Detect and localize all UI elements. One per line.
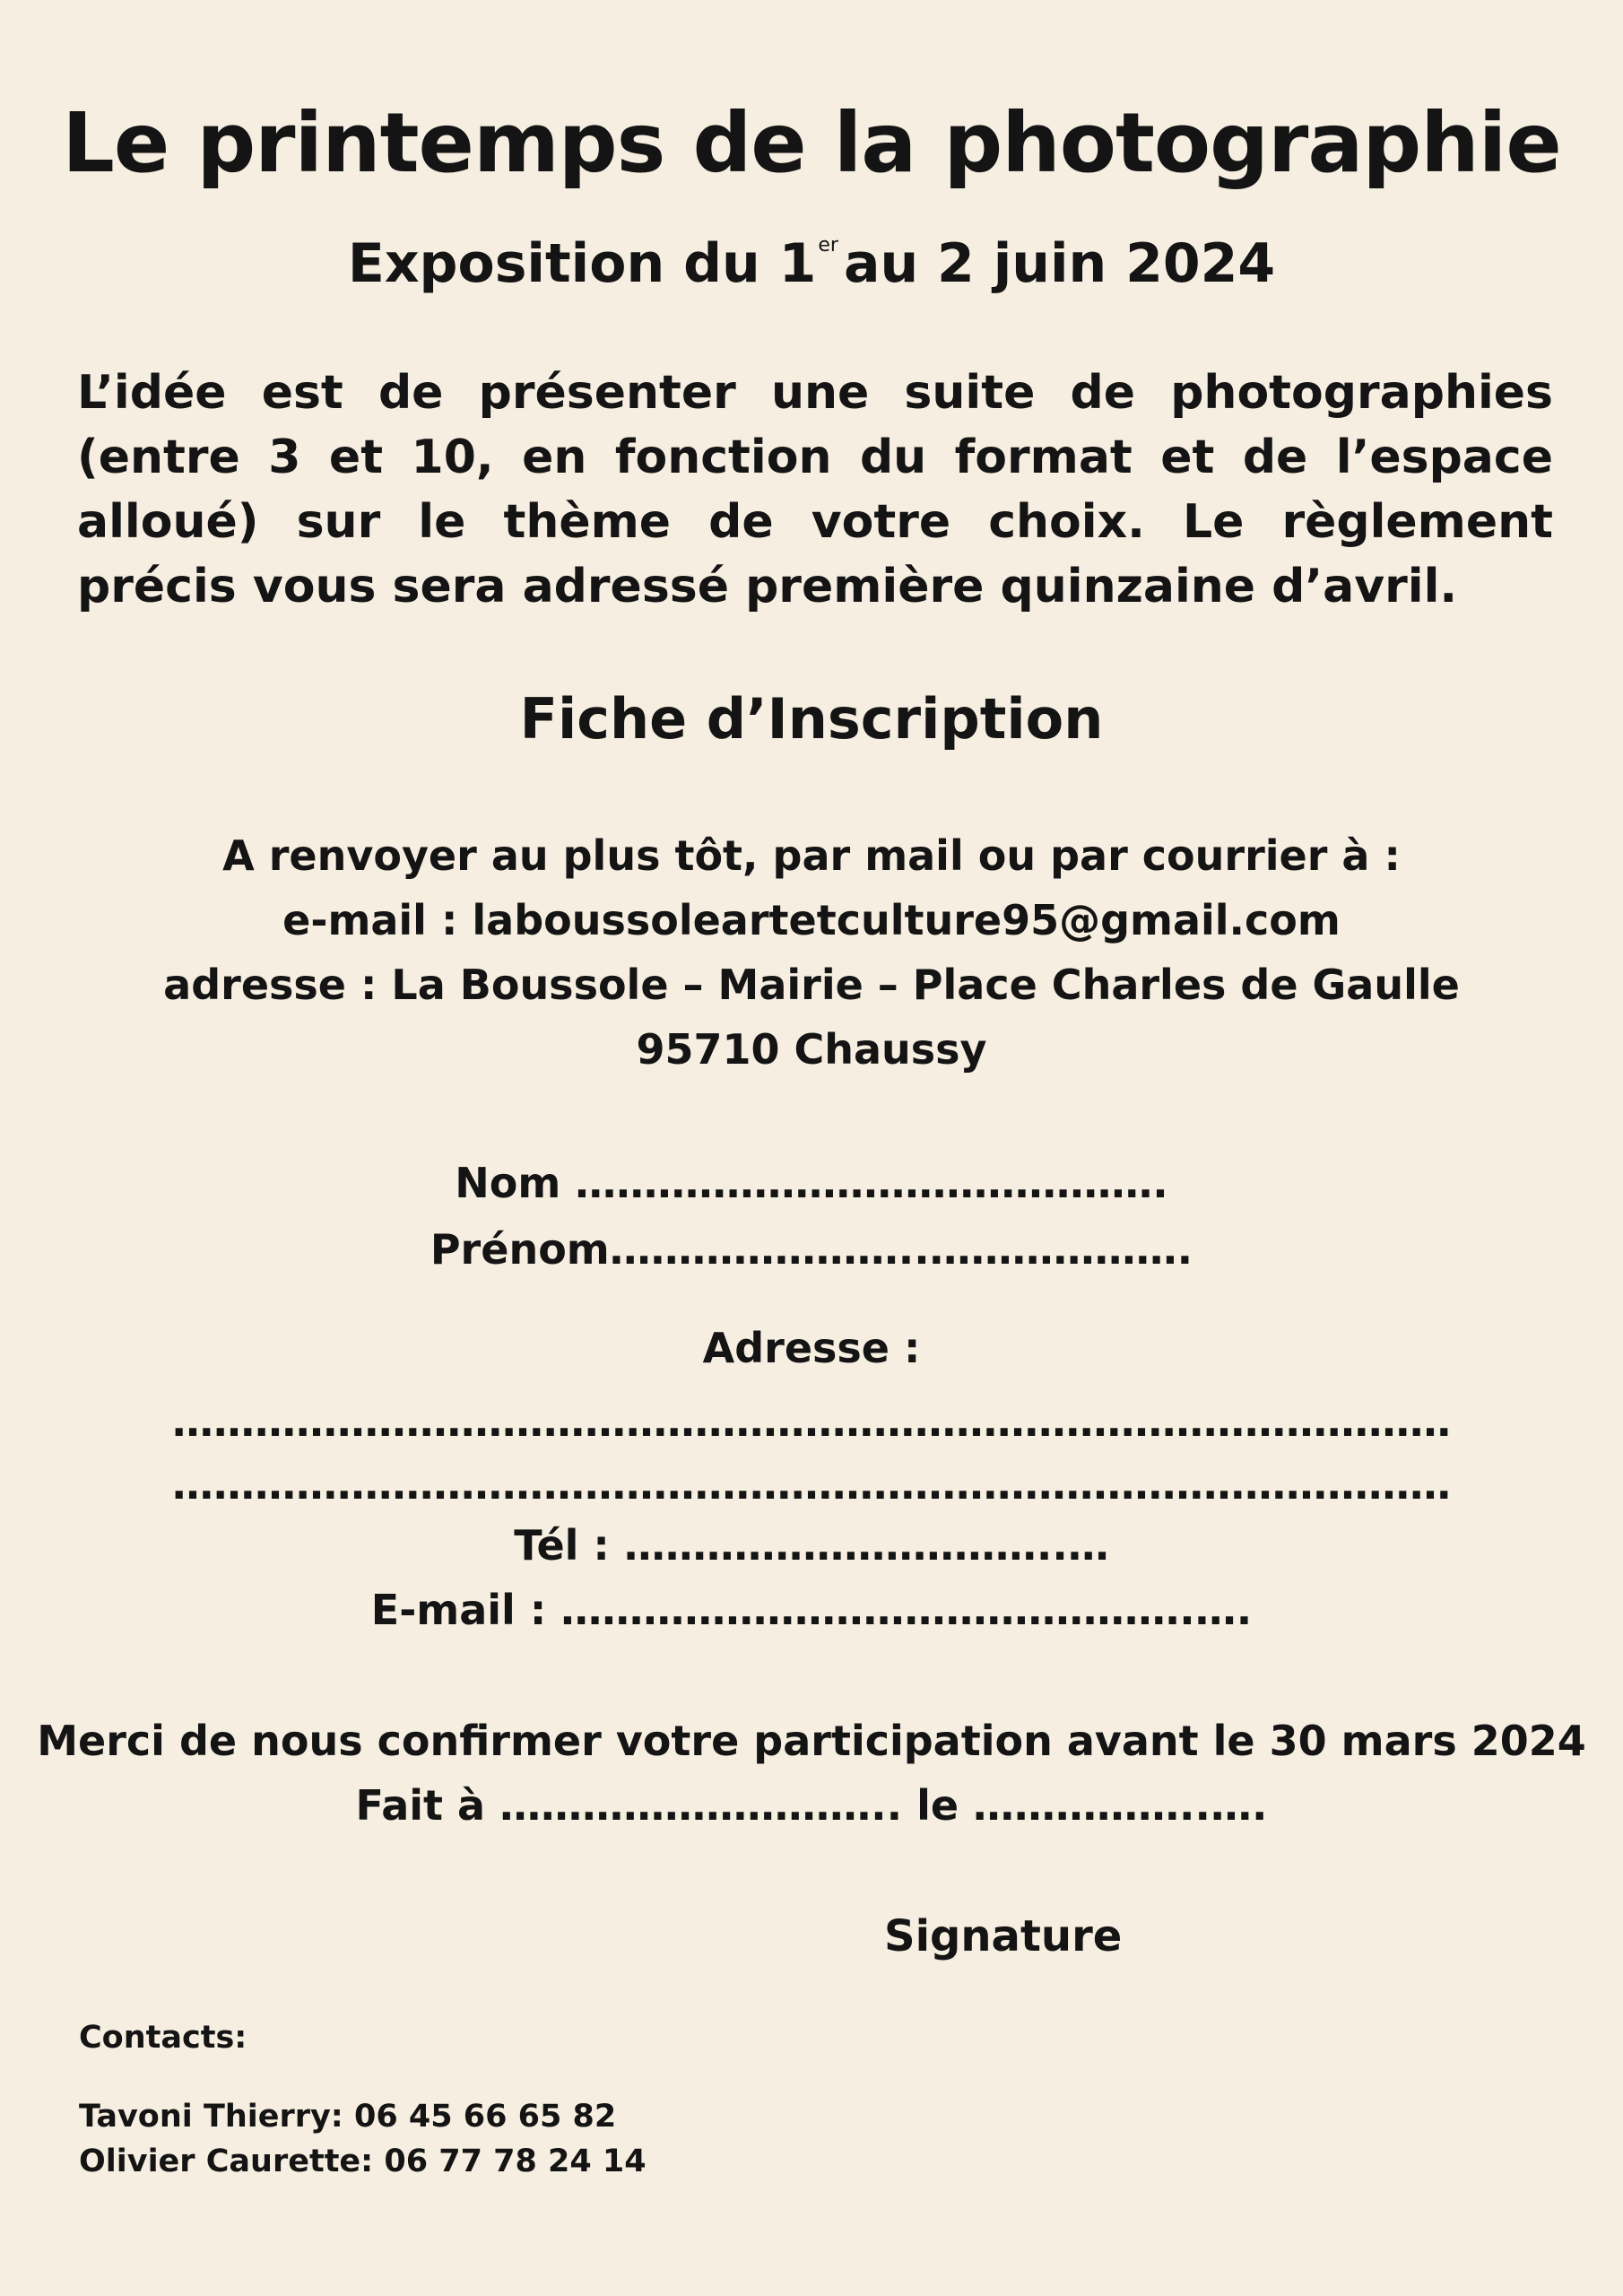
postal-address-line: adresse : La Boussole – Mairie – Place Charles de Gaulle	[163, 961, 1460, 1009]
place-date-field: Fait à ……………………….. le ……………..….	[355, 1781, 1268, 1830]
page-title: Le printemps de la photographie	[62, 95, 1561, 191]
contacts-heading: Contacts:	[79, 2020, 247, 2056]
subtitle-end: au 2 juin 2024	[843, 232, 1276, 295]
send-instructions-block	[0, 823, 1623, 1082]
postal-city-line: 95710 Chaussy	[636, 1025, 987, 1074]
form-title: Fiche d’Inscription	[519, 686, 1104, 752]
adresse-line-1: …………………………………………………………………………………	[172, 1397, 1451, 1446]
contact-person: Tavoni Thierry: 06 45 66 65 82	[79, 2099, 617, 2135]
contact-email-line: e-mail : laboussoleartetculture95@gmail.com	[282, 896, 1341, 944]
subtitle-start: Exposition du 1	[347, 232, 817, 295]
send-instructions: A renvoyer au plus tôt, par mail ou par courrier à :	[222, 831, 1401, 880]
subtitle-superscript: er	[818, 234, 838, 257]
contact-person: Olivier Caurette: 06 77 78 24 14	[79, 2144, 647, 2179]
adresse-line-2: …………………………………………………………………………………	[172, 1460, 1451, 1509]
email-field: E-mail : ……………………………………….….	[370, 1586, 1253, 1634]
signature-label: Signature	[884, 1911, 1123, 1961]
prenom-field: Prénom…………………..……………….	[430, 1225, 1193, 1274]
confirm-deadline: Merci de nous confirmer votre participation avant le 30 mars 2024	[37, 1717, 1586, 1765]
tel-field: Tél : …………………………..…	[514, 1521, 1109, 1570]
exhibition-dates	[0, 228, 1623, 300]
adresse-label: Adresse :	[702, 1324, 921, 1372]
intro-paragraph: L’idée est de présenter une suite de photographies (entre 3 et 10, en fonction du format et de l’espace alloué) sur le thème de votre choix. Le règlement précis vous sera adressé première quinzaine d’avril.	[77, 366, 1553, 613]
nom-field: Nom …………………………………….	[455, 1159, 1168, 1207]
